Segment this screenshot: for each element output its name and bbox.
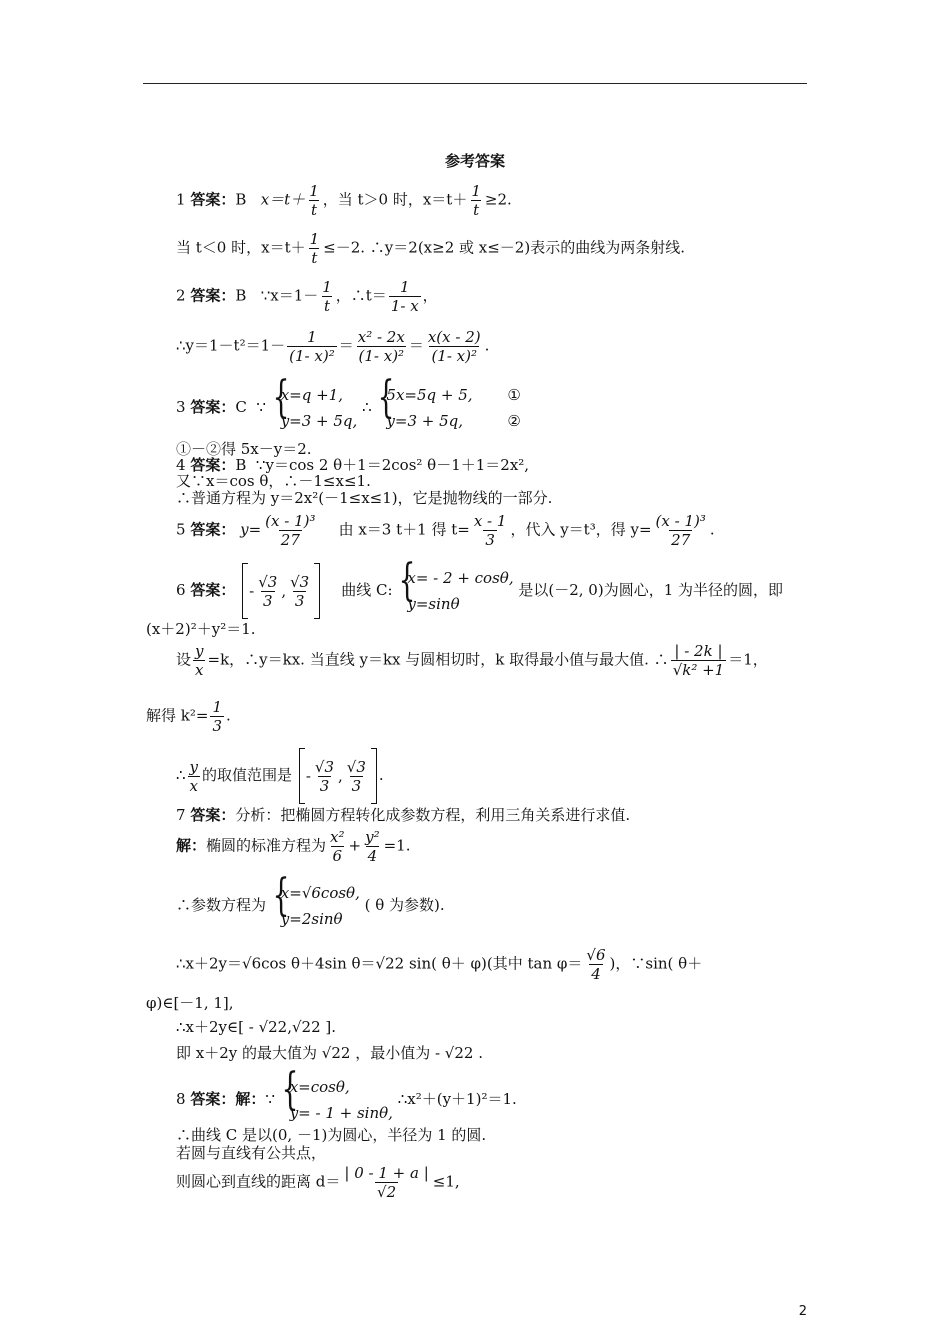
q3-line1: 3 答案：C ∵ { x=q +1, y=3 + 5q, ∴ { 5x=5q + 5, y=3 + 5q, ① ② — [176, 382, 521, 434]
q1-line1: 1 答案：B x＝t＋ $\frac{1}{t}$ ，当 t＞0 时，x＝t＋ $\frac{1}{t}$ ≥2. — [176, 182, 512, 219]
q6-system: { x= - 2 + cosθ, y=sinθ — [397, 565, 513, 617]
q8-line3: 若圆与直线有公共点， — [176, 1144, 327, 1162]
q7-line7: 即 x＋2y 的最大值为 √22 ，最小值为 - √22 . — [176, 1044, 483, 1062]
q4-line2: 又∵x＝cos θ，∴－1≤x≤1. — [176, 472, 371, 490]
q7-line6: ∴x＋2y∈[ - √22,√22 ]. — [176, 1018, 337, 1036]
page-number: 2 — [798, 1304, 807, 1319]
q7-line2: 解：椭圆的标准方程为 $\frac{\text{x²}}{6}$ + $\frac{\text{y²}}{4}$ =1. — [176, 828, 411, 865]
q8-line4: 则圆心到直线的距离 d＝ $\frac{| 0 - 1 + a |}{√2}$ ≤1, — [176, 1164, 460, 1201]
q3-line2: ①－②得 5x－y＝2. — [176, 440, 312, 458]
q8-line2: ∴曲线 C 是以(0, －1)为圆心，半径为 1 的圆. — [176, 1126, 487, 1144]
header-rule — [143, 83, 807, 84]
q3-system2: { 5x=5q + 5, y=3 + 5q, — [376, 382, 472, 434]
q7-line1: 7 答案：分析：把椭圆方程转化成参数方程，利用三角关系进行求值. — [176, 806, 631, 824]
q1-line2: 当 t＜0 时，x＝t＋ $\frac{1}{t}$ ≤－2. ∴y＝2(x≥2 或 x≤－2)表示的曲线为两条射线. — [176, 230, 685, 267]
q6-line5: ∴ $\frac{y}{x}$ 的取值范围是 - $\frac{√3}{3}$ , $\frac{√3}{3}$ . — [176, 748, 384, 804]
q7-system: { x=√6cosθ, y=2sinθ — [271, 880, 360, 932]
q7-line4: ∴x＋2y＝√6cos θ＋4sin θ＝√22 sin( θ＋ φ)(其中 tan φ＝ $\frac{√6}{4}$ )，∵sin( θ＋ — [176, 946, 703, 983]
q8-line1: 8 答案：解：∵ { x=cosθ, y= - 1 + sinθ, ∴x²＋(y＋1)²＝1. — [176, 1074, 517, 1126]
q6-line3: 设 $\frac{y}{x}$ =k，∴y＝kx. 当直线 y＝kx 与圆相切时，k 取得最小值与最大值. ∴ $\frac{| - 2k |}{\text{√k² +1}}$ ＝1， — [176, 642, 768, 679]
page-title: 参考答案 — [444, 152, 505, 170]
q5-line1: 5 答案： y= $\frac{\text{(x - 1)³}}{27}$ 由 x＝3 t＋1 得 t= $\frac{x - 1}{3}$ ，代入 y＝t³，得 y= $\frac{\text{(x - 1)³}}{27}$ . — [176, 512, 715, 549]
q6-line4: 解得 k²= $\frac{1}{3}$ . — [146, 698, 231, 735]
q8-system: { x=cosθ, y= - 1 + sinθ, — [280, 1074, 393, 1126]
q6-line2: (x＋2)²＋y²＝1. — [146, 620, 256, 638]
q2-line2: ∴y＝1－t²＝1－ $\frac{1}{\text{(1- x)²}}$ ＝ $\frac{\text{x² - 2x}}{\text{(1- x)²}}$ ＝ $\frac{x(x - 2)}{\text{(1- x)²}}$ . — [176, 328, 490, 365]
q7-line3: ∴参数方程为 { x=√6cosθ, y=2sinθ ( θ 为参数). — [176, 880, 445, 932]
q4-line1: 4 答案：B ∵y＝cos 2 θ＋1＝2cos² θ－1＋1＝2x², — [176, 456, 530, 474]
q7-line5: φ)∈[－1, 1], — [146, 994, 234, 1012]
q6-line1: 6 答案： - $\frac{√3}{3}$ , $\frac{√3}{3}$ 曲线 C: { x= - 2 + cosθ, y=sinθ 是以(－2, 0)为圆心，1 为半径的圆，即 — [176, 563, 783, 619]
q4-line3: ∴普通方程为 y＝2x²(－1≤x≤1)，它是抛物线的一部分. — [176, 489, 553, 507]
q2-line1: 2 答案：B ∵x＝1－ $\frac{1}{t}$ ，∴t＝ $\frac{1}{1- x}$ ， — [176, 278, 438, 315]
q6-range: - $\frac{√3}{3}$ , $\frac{√3}{3}$ — [242, 563, 320, 619]
q3-system1: { x=q +1, y=3 + 5q, — [271, 382, 358, 434]
